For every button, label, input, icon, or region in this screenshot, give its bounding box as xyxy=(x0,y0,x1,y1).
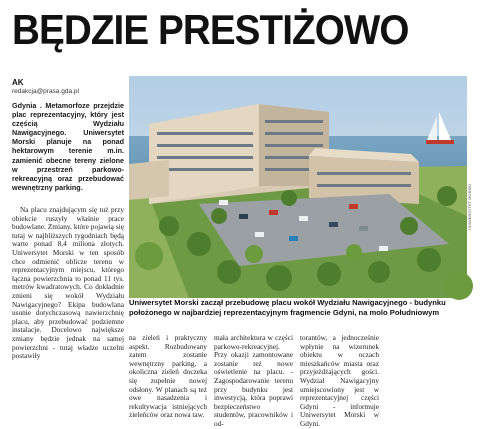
author: AK xyxy=(12,78,24,87)
body-column-4 xyxy=(300,333,379,428)
article-photo xyxy=(129,76,467,298)
body-text: torantów, a jednocześnie wpłynie na wizerunek obiektu w oczach mieszkańców miasta oraz przyjeżdżających gości. Wydział Nawigacyjny umiejscowiony jest w reprezentacyjnej części Gdyni - informuje Uniwersytet Morski w Gdyni. xyxy=(300,333,379,428)
body-text: mała architektura w części parkowo-rekreacyjnej. Przy okazji zamontowane zostanie też nowe oświetlenie na placu. - Zagospodarowanie terenu przy budynku jest inwestycją, która poprawi bezpieczeństwo studentów, pracowników i od- xyxy=(214,333,293,428)
body-text: Na placu znajdującym się tuż przy obiekcie ruszyły właśnie prace budowlane. Zmiany, które pojawią się tutaj w najbliższych tygodniach będą warte ponad 8,4 miliona złotych. Uniwersytet Morski w ten sposób chce odmienić oblicze terenu w reprezentacyjnym miejscu, którego łączna powierzchnia to ponad 11 tys. metrów kwadratowych. Co dokładnie zmieni się wokół Wydziału Nawigacyjnego? Ekipa budowlana usunie dotychczasową nawierzchnię placu, aby przebudować podziemne instalacje. Docelowo największe zmiany będzie jednak na samej powierzchni - tutaj władze uczelni postawiły xyxy=(12,205,124,361)
body-text: na zieleń i praktyczny aspekt. Rozbudowany zatem zostanie wewnętrzny parking, a okoliczna zieleń doczeka się zupełnie nowej odsłony. W planach są też owe nasadzenia i rekultywacja istniejących zieleńców oraz nowa taw. xyxy=(129,333,207,420)
photo-credit: UNIWERSYTET MORSKI xyxy=(467,184,472,230)
body-column-3 xyxy=(214,333,293,428)
lead-paragraph: Gdynia . Metamorfoze przejdzie plac reprezentacyjny, który jest częścią Wydziału Nawigacyjnego. Uniwersytet Morski planuje na ponad hektarowym terenie m.in. zamienić obecne tereny zielone w przestrzeń parkowo-rekreacyjną oraz przebudować wewnętrzny parking. xyxy=(12,101,124,192)
body-column-2 xyxy=(129,333,207,420)
photo-caption: Uniwersytet Morski zaczął przebudowę placu wokół Wydziału Nawigacyjnego - budynku położonego w najbardziej reprezentacyjnym fragmencie Gdyni, na molo Południowym xyxy=(129,298,446,317)
body-column-1 xyxy=(12,206,124,396)
author-email: redakcja@prasa.gda.pl xyxy=(12,88,79,95)
headline: BĘDZIE PRESTIŻOWO xyxy=(12,6,409,53)
